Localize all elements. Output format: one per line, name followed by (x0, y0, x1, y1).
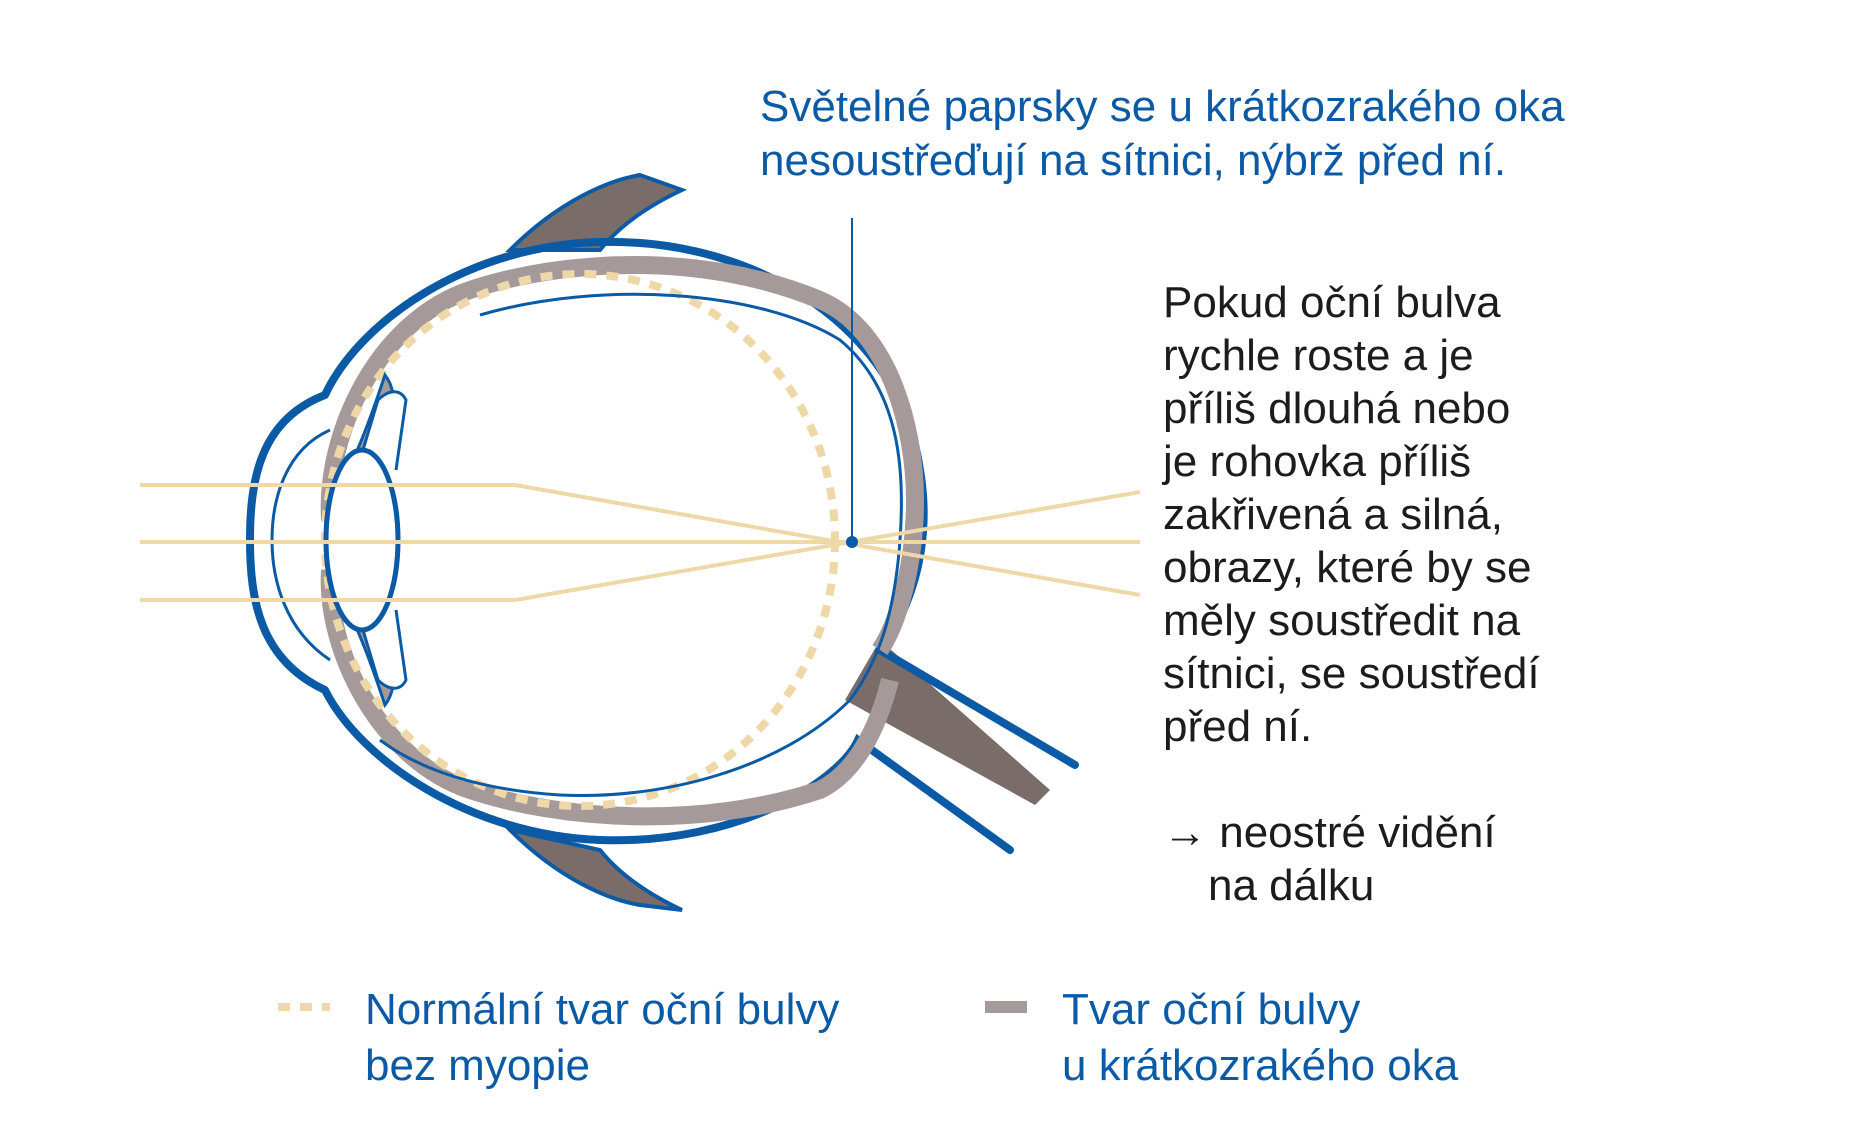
callout-text (760, 80, 1565, 188)
result-text (1163, 806, 1496, 912)
explanation-line: příliš dlouhá nebo (1163, 384, 1511, 433)
explanation-line: před ní. (1163, 702, 1313, 751)
legend-normal-line-2: bez myopie (365, 1041, 591, 1090)
focal-point (846, 536, 858, 548)
legend-myopic-label (1062, 982, 1458, 1094)
legend-myopic-line-2: u krátkozrakého oka (1062, 1041, 1459, 1090)
explanation-line: sítnici, se soustředí (1163, 649, 1540, 698)
result-line-2: na dálku (1208, 861, 1375, 910)
result-line-1: → neostré vidění (1163, 808, 1496, 857)
explanation-line: zakřivená a silná, (1163, 490, 1503, 539)
sclera-outline (325, 242, 1075, 765)
explanation-text (1163, 276, 1540, 753)
explanation-line: obrazy, které by se (1163, 543, 1532, 592)
explanation-line: Pokud oční bulva (1163, 278, 1501, 327)
callout-line-2: nesoustřeďují na sítnici, nýbrž před ní. (760, 136, 1507, 185)
cornea-inner (272, 430, 330, 660)
light-rays (140, 485, 1140, 600)
legend-normal-line-1: Normální tvar oční bulvy (365, 985, 840, 1034)
callout-line-1: Světelné paprsky se u krátkozrakého oka (760, 82, 1565, 131)
legend-normal-label (365, 982, 839, 1094)
explanation-line: měly soustředit na (1163, 596, 1521, 645)
explanation-line: rychle roste a je (1163, 331, 1474, 380)
legend-myopic-line-1: Tvar oční bulvy (1062, 985, 1361, 1034)
explanation-line: je rohovka příliš (1163, 437, 1472, 486)
